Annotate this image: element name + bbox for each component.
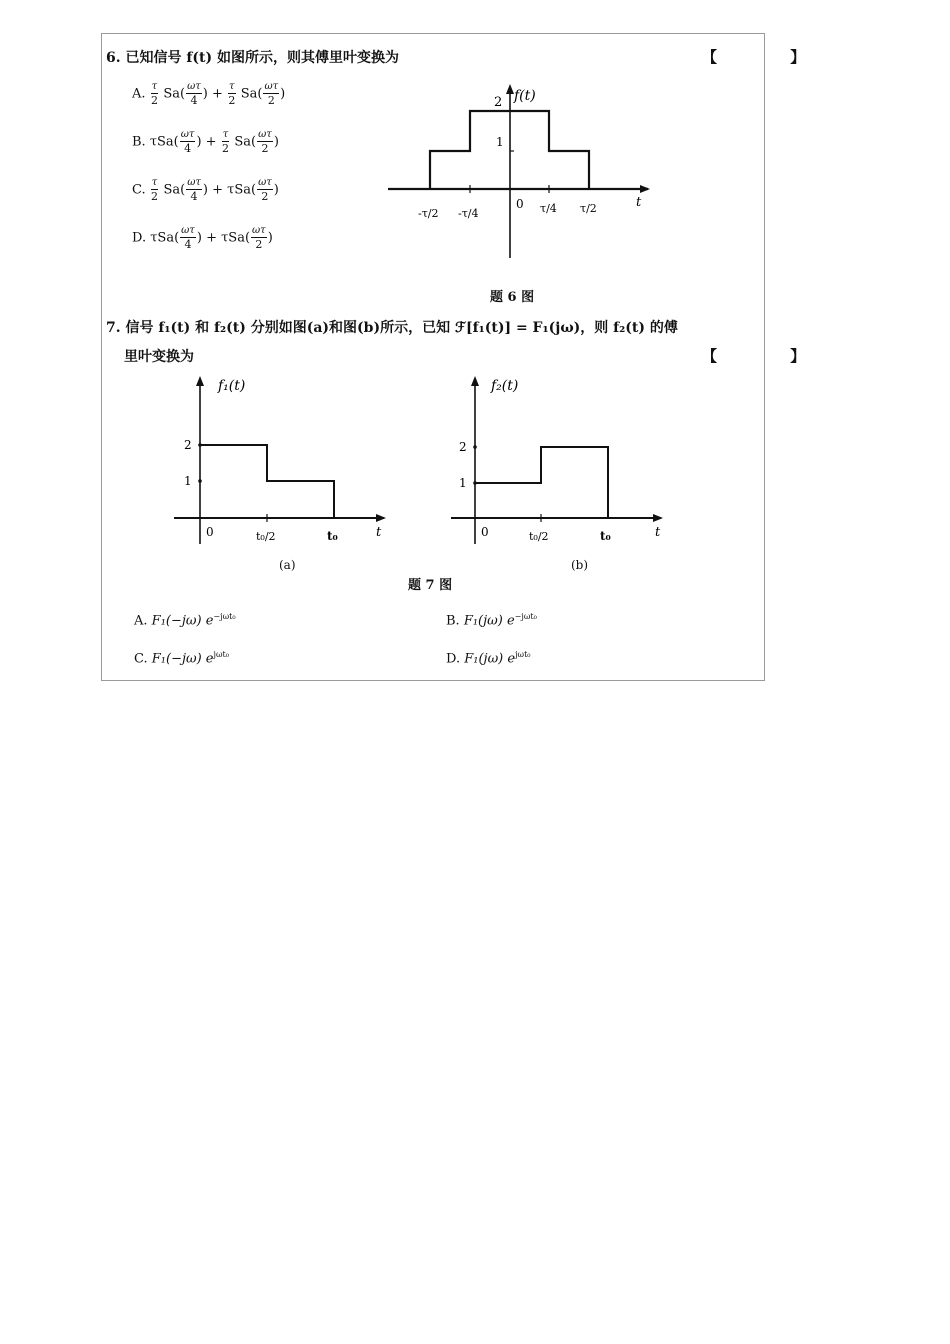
q7-option-a[interactable]: A. F₁(−jω) $e^{-j\omega t_0}$ bbox=[134, 612, 236, 629]
q7-answer-bracket: 【 】 bbox=[702, 347, 840, 365]
signal-f1 bbox=[200, 445, 334, 518]
x-axis-label: t bbox=[636, 195, 642, 210]
tick-x-half: t₀/2 bbox=[529, 530, 549, 543]
y-axis-label: f₂(t) bbox=[491, 378, 519, 394]
x-axis-arrow bbox=[376, 514, 386, 522]
origin-label: 0 bbox=[481, 525, 489, 539]
figure-7-caption: 题 7 图 bbox=[408, 578, 453, 593]
tick-y-2: 2 bbox=[184, 438, 192, 452]
origin-label: 0 bbox=[516, 197, 524, 211]
tick-x-t0: t₀ bbox=[600, 529, 611, 543]
exam-scan-panel bbox=[101, 33, 840, 681]
origin-label: 0 bbox=[206, 525, 214, 539]
tick-y-1: 1 bbox=[459, 476, 467, 490]
tick-x-half: t₀/2 bbox=[256, 530, 276, 543]
q7-option-d[interactable]: D. F₁(jω) $e^{j\omega t_0}$ bbox=[446, 650, 531, 667]
q6-answer-bracket: 【 】 bbox=[702, 48, 840, 66]
y-axis-arrow bbox=[196, 376, 204, 386]
figure-6-caption: 题 6 图 bbox=[490, 290, 535, 305]
tick-x-neg-half: -τ/2 bbox=[418, 207, 439, 220]
q6-stem: 6. 已知信号 f(t) 如图所示，则其傅里叶变换为 bbox=[106, 50, 399, 66]
figure-6-plot bbox=[382, 82, 662, 264]
tick-y-1: 1 bbox=[184, 474, 192, 488]
q6-option-b[interactable]: B. τSa( $\frac{\omega\tau}{4}$ ) + $\frac{\tau}{2}$ Sa( $\frac{\omega\tau}{2}$ ) bbox=[132, 129, 279, 155]
y-axis-label: f(t) bbox=[514, 88, 536, 104]
q6-option-a[interactable]: A. $\frac{\tau}{2}$ Sa( $\frac{\omega\tau}{4}$ ) + $\frac{\tau}{2}$ Sa( $\frac{\omega\tau}{2}$ ) bbox=[132, 81, 286, 107]
q7-option-b[interactable]: B. F₁(jω) $e^{-j\omega t_0}$ bbox=[446, 612, 537, 629]
x-axis-arrow bbox=[653, 514, 663, 522]
fraction: $\frac{\tau}{2}$ bbox=[150, 81, 158, 107]
y-axis-arrow bbox=[471, 376, 479, 386]
tick-y-2: 2 bbox=[494, 95, 503, 110]
tick-y-2: 2 bbox=[459, 440, 467, 454]
tick-x-neg-quarter: -τ/4 bbox=[458, 207, 479, 220]
tick-y-1: 1 bbox=[496, 135, 504, 149]
x-axis-label: t bbox=[655, 525, 661, 540]
q7-stem-line1: 7. 信号 f₁(t) 和 f₂(t) 分别如图(a)和图(b)所示，已知 ℱ[f₁(t)] = F₁(jω)，则 f₂(t) 的傅 bbox=[106, 320, 678, 336]
q7-option-c[interactable]: C. F₁(−jω) $e^{j\omega t_0}$ bbox=[134, 650, 229, 667]
y-axis-arrow bbox=[506, 84, 514, 94]
signal-f2 bbox=[475, 447, 608, 518]
figure-7b-sublabel: (b) bbox=[571, 558, 589, 572]
figure-7b-plot bbox=[447, 370, 677, 570]
tick-x-half: τ/2 bbox=[580, 202, 597, 215]
x-axis-arrow bbox=[640, 185, 650, 193]
tick-x-t0: t₀ bbox=[327, 529, 338, 543]
figure-7a-plot bbox=[170, 370, 400, 570]
tick-x-quarter: τ/4 bbox=[540, 202, 557, 215]
x-axis-label: t bbox=[376, 525, 382, 540]
y-axis-label: f₁(t) bbox=[218, 378, 246, 394]
q7-stem-line2: 里叶变换为 bbox=[124, 349, 194, 365]
q6-option-d[interactable]: D. τSa( $\frac{\omega\tau}{4}$ ) + τSa( $\frac{\omega\tau}{2}$ ) bbox=[132, 225, 273, 251]
figure-7a-sublabel: (a) bbox=[279, 558, 296, 572]
q6-option-c[interactable]: C. $\frac{\tau}{2}$ Sa( $\frac{\omega\tau}{4}$ ) + τSa( $\frac{\omega\tau}{2}$ ) bbox=[132, 177, 279, 203]
